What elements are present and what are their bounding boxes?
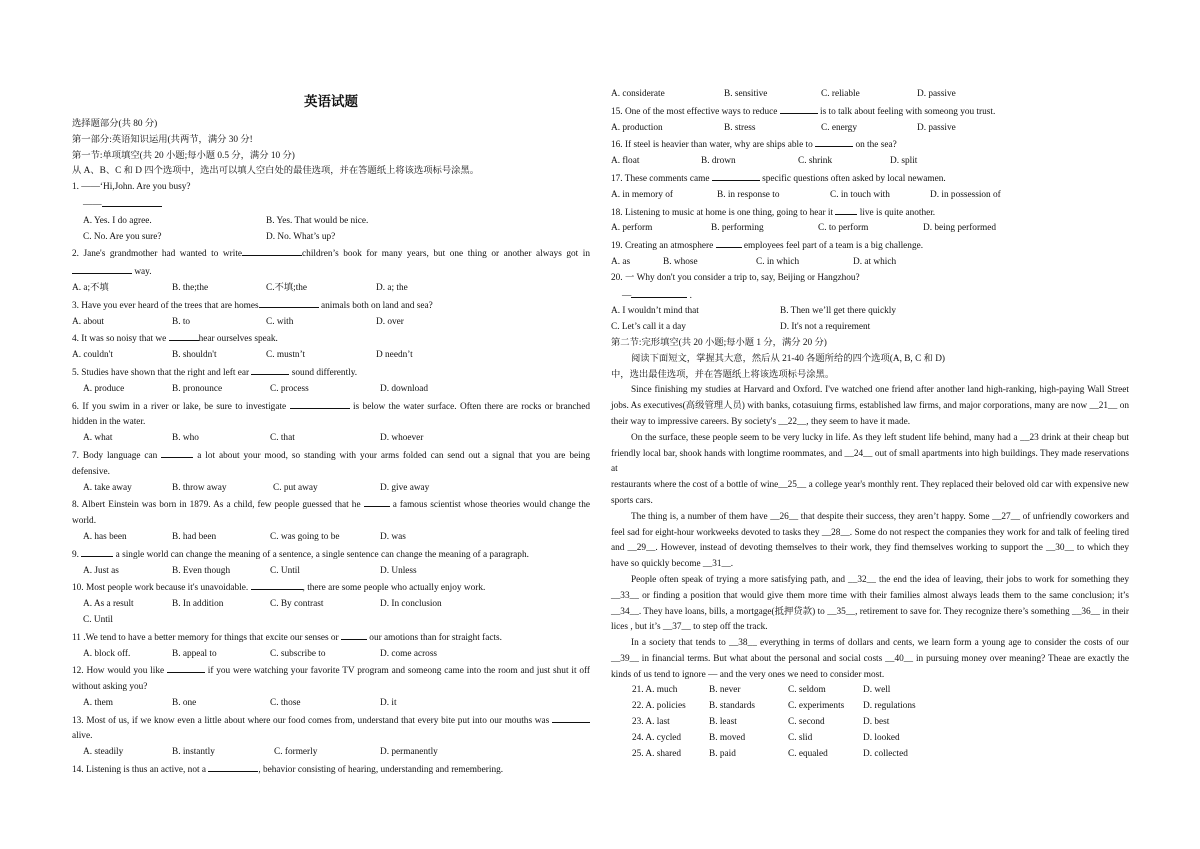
question-9: 9. a single world can change the meaning of a sentence, a single sentence can change the meaning of a paragraph. [72, 546, 590, 564]
question-14-options: A. considerate B. sensitive C. reliable D. passive [611, 89, 956, 99]
question-2: 2. Jane's grandmother had wanted to write children’s book for many years, but one thing or another always got in way. [72, 245, 590, 281]
cloze-paragraph-6: In a society that tends to __38__ everything in terms of dollars and cents, we learn form a young age to consider the costs of our __39__ in financial terms. But what about the personal and social costs __40__ in pursuing money over meaning? Theae are exactly the kinds of us tend to ignore — and the very ones we need to consider most. [611, 638, 1129, 680]
question-7: 7. Body language can a lot about your mood, so standing with your arms folded can send out a signal that you are being defensive. [72, 447, 590, 481]
question-13: 13. Most of us, if we know even a little about where our food comes from, understand that every bite put into our mouths was alive. [72, 712, 590, 746]
cloze-options-24: 24. A. cycled B. moved C. slid D. looked [632, 732, 900, 743]
question-5: 5. Studies have shown that the right and left ear sound differently. [72, 364, 590, 382]
question-18-options: A. perform B. performing C. to perform D. being performed [611, 223, 997, 234]
cloze-options-22: 22. A. policies B. standards C. experiments D. regulations [632, 701, 916, 712]
question-8: 8. Albert Einstein was born in 1879. As a child, few people guessed that he a famous scientist whose theories would change the world. [72, 496, 590, 530]
question-12: 12. How would you like if you were watching your favorite TV program and someong came into the room and just shut it off without asking you? [72, 662, 590, 696]
right-column [611, 0, 1129, 762]
question-12-options: A. them B. one C. those D. it [83, 697, 397, 708]
question-18: 18. Listening to music at home is one thing, going to hear it live is quite another. [611, 204, 1129, 222]
question-1-options-cd: C. No. Are you sure? D. No. What’s up? [83, 231, 336, 242]
question-1: 1. ——‘Hi,John. Are you busy? [72, 182, 191, 193]
question-20-reply: — . [611, 287, 1129, 305]
part1-heading: 第一部分:英语知识运用(共两节，满分 30 分! [72, 134, 253, 145]
question-13-options: A. steadily B. instantly C. formerly D. permanently [83, 747, 438, 758]
cloze-paragraph-2: On the surface, these people seem to be very lucky in life. As they left student life behind, many had a __23 drink at their cheap but friendly local bar, shook hands with longtime roommates, and __24__ out of small apartments into high buildings. They made reservations at [611, 432, 1129, 475]
question-2-options: A. a;不填 B. the;the C.不填;the D. a; the [72, 282, 408, 293]
question-3-options: A. about B. to C. with D. over [72, 316, 404, 327]
left-column [72, 0, 590, 779]
question-10-extra-option: C. Until [83, 614, 113, 625]
question-3: 3. Have you ever heard of the trees that are homes animals both on land and sea? [72, 297, 590, 315]
question-8-options: A. has been B. had been C. was going to be D. was [83, 531, 406, 542]
section1-instruction: 从 A、B、C 和 D 四个选项中，选出可以填人空白处的最佳选项，并在答题纸上将该选项标号涂黑。 [72, 166, 480, 177]
question-6-options: A. what B. who C. that D. whoever [83, 433, 424, 444]
question-4-options: A. couldn't B. shouldn't C. mustn’t D needn’t [72, 350, 413, 361]
cloze-options-23: 23. A. last B. least C. second D. best [632, 717, 890, 728]
question-16: 16. If steel is heavier than water, why are ships able to on the sea? [611, 136, 1129, 154]
question-10: 10. Most people work because it's unavoidable. , there are some people who actually enjoy work. [72, 579, 590, 597]
question-20: 20. 一 Why don't you consider a trip to, say, Beijing or Hangzhou? [611, 272, 860, 283]
question-17-options: A. in memory of B. in response to C. in touch with D. in possession of [611, 189, 1001, 200]
cloze-paragraph-5: People often speak of trying a more satisfying path, and __32__ the end the idea of leaving, their jobs to work for something they __33__ or finding a position that would give them more time with their families almost always leads them to the same conclusion; it’s __34__. They have loans, bills, a mortgage(抵押贷款) to __35__, retirement to save for. They recognize there’s something __36__ in their lices , but it’s __37__ to step off the track. [611, 574, 1129, 633]
question-4: 4. It was so noisy that we hear ourselves speak. [72, 330, 590, 348]
question-20-options-cd: C. Let’s call it a day D. It's not a requirement [611, 322, 871, 333]
question-11: 11 .We tend to have a better memory for things that excite our senses or our amotions than for straight facts. [72, 629, 590, 647]
question-14: 14. Listening is thus an active, not a , behavior consisting of hearing, understanding and remembering. [72, 761, 590, 779]
question-19: 19. Creating an atmosphere employees feel part of a team is a big challenge. [611, 237, 1129, 255]
question-16-options: A. float B. drown C. shrink D. split [611, 156, 918, 167]
cloze-paragraph-4: The thing is, a number of them have __26__ that despite their success, they aren’t happy. Some __27__ of unfriendly coworkers and feel sad for eight-hour workweeks devoted to tasks they __28__. Some do not respect the companies they work for and talk of feeling tired and __29__. However, instead of devoting themselves to their work, they find themselves working to support the __30__ to which they have so quickly become __31__. [611, 511, 1129, 570]
question-15-options: A. production B. stress C. energy D. passive [611, 122, 956, 133]
question-7-options: A. take away B. throw away C. put away D. give away [83, 482, 430, 493]
cloze-paragraph-1: Since finishing my studies at Harvard and Oxford. I've watched one friend after another land high-ranking, high-paying Wall Street jobs. As executives(高级管理人员) with banks, cotasuiung firms, established law firms, and major corporations, many are now __21__ on their way to impressive careers. By society's __22__, they seem to have it made. [611, 385, 1129, 427]
cloze-instruction-2: 中，选出最佳选项，并在答题纸上将该选项标号涂黑。 [611, 369, 835, 380]
question-5-options: A. produce B. pronounce C. process D. download [83, 383, 429, 394]
question-11-options: A. block off. B. appeal to C. subscribe to D. come across [83, 648, 438, 659]
question-17: 17. These comments came specific questions often asked by local newamen. [611, 170, 1129, 188]
question-1-options-ab: A. Yes. I do agree. B. Yes. That would be nice. [83, 215, 369, 226]
part-selection: 选择题部分(共 80 分) [72, 119, 158, 129]
question-10-options: A. As a result B. In addition C. By contrast D. In conclusion [83, 599, 442, 610]
cloze-instruction-1: 阅读下面短文，掌握其大意，然后从 21-40 各题所给的四个选项(A, B, C 和 D) [631, 353, 946, 364]
section1-heading: 第一节:单项填空(共 20 小题;每小题 0.5 分，满分 10 分) [72, 150, 295, 161]
section2-heading: 第二节:完形填空(共 20 小题;每小题 1 分，满分 20 分) [611, 337, 827, 348]
question-19-options: A. as B. whose C. in which D. at which [611, 256, 897, 267]
cloze-options-25: 25. A. shared B. paid C. equaled D. collected [632, 748, 908, 759]
page-title: 英语试题 [304, 94, 358, 110]
cloze-paragraph-3: restaurants where the cost of a bottle of wine__25__ a college year's monthly rent. They replaced their beloved old car with expensive new sports cars. [611, 480, 1129, 506]
question-6: 6. If you swim in a river or lake, be sure to investigate is below the water surface. Often there are rocks or branched hidden in the water. [72, 398, 590, 432]
question-20-options-ab: A. I wouldn’t mind that B. Then we’ll get there quickly [611, 306, 897, 317]
question-1-reply: —— [72, 196, 590, 214]
question-15: 15. One of the most effective ways to reduce is to talk about feeling with someong you trust. [611, 103, 1129, 121]
question-9-options: A. Just as B. Even though C. Until D. Unless [83, 565, 417, 576]
cloze-options-21: 21. A. much B. never C. seldom D. well [632, 685, 891, 696]
